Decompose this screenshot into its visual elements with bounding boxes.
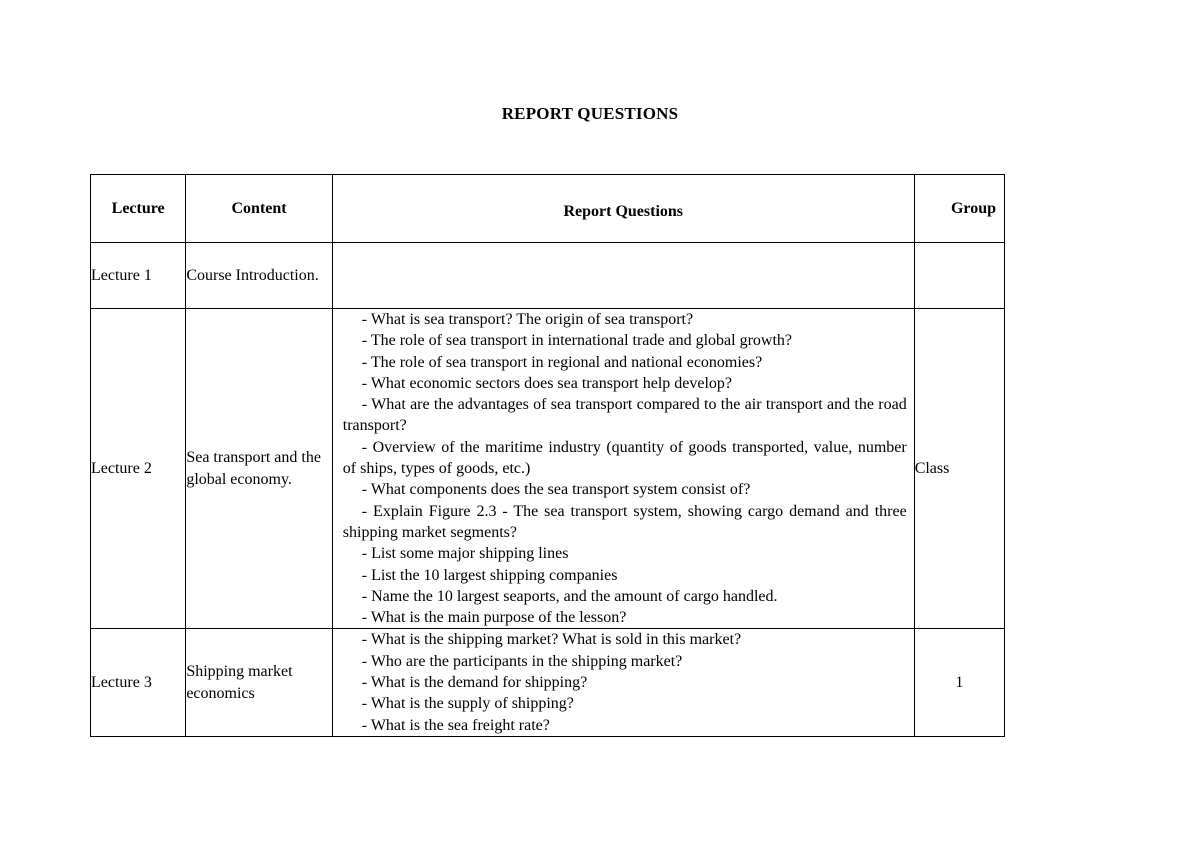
question-item: - What are the advantages of sea transport compared to the air transport and the road transport? (342, 396, 907, 435)
lecture-cell: Lecture 2 (91, 309, 186, 629)
question-list (333, 309, 914, 628)
question-item: - Name the 10 largest seaports, and the amount of cargo handled. (361, 587, 778, 605)
lecture-cell: Lecture 3 (91, 629, 186, 736)
question-item: - What is the demand for shipping? (361, 674, 588, 692)
question-item: - Overview of the maritime industry (quantity of goods transported, value, number of ships, types of goods, etc.) (342, 438, 907, 478)
question-item: - What economic sectors does sea transport help develop? (361, 374, 733, 392)
group-cell: Class (914, 309, 1004, 629)
header-content: Content (186, 175, 332, 243)
question-item: - Explain Figure 2.3 - The sea transport system, showing cargo demand and three shipping market segments? (342, 502, 907, 541)
content-cell: Sea transport and the global economy. (186, 309, 332, 629)
table-row (91, 629, 1005, 736)
question-item: - List some major shipping lines (361, 545, 569, 563)
question-item: - What is the supply of shipping? (361, 695, 574, 713)
report-questions-table (90, 174, 1005, 737)
question-item: - The role of sea transport in regional and national economies? (361, 353, 763, 371)
content-cell: Course Introduction. (186, 243, 332, 309)
question-item: - List the 10 largest shipping companies (361, 566, 618, 584)
questions-cell (332, 243, 914, 309)
question-item: - What is the sea freight rate? (361, 716, 550, 734)
header-lecture: Lecture (91, 175, 186, 243)
question-item: - The role of sea transport in international trade and global growth? (361, 332, 793, 350)
page-title: REPORT QUESTIONS (501, 104, 679, 123)
questions-cell (332, 629, 914, 736)
table-row (91, 309, 1005, 629)
content-cell: Shipping market economics (186, 629, 332, 736)
header-report-questions: Report Questions (332, 175, 914, 243)
group-cell: 1 (914, 629, 1004, 736)
lecture-cell: Lecture 1 (91, 243, 186, 309)
question-item: - What is the main purpose of the lesson? (361, 609, 627, 627)
question-list (333, 629, 914, 735)
question-item: - Who are the participants in the shipping market? (361, 652, 683, 670)
question-item: - What is sea transport? The origin of sea transport? (361, 311, 694, 328)
questions-cell (332, 309, 914, 629)
question-item: - What is the shipping market? What is sold in this market? (361, 631, 742, 649)
table-row (91, 243, 1005, 309)
question-item: - What components does the sea transport system consist of? (361, 481, 751, 499)
group-cell (914, 243, 1004, 309)
header-group: Group (914, 175, 1004, 243)
table-header-row (91, 175, 1005, 243)
